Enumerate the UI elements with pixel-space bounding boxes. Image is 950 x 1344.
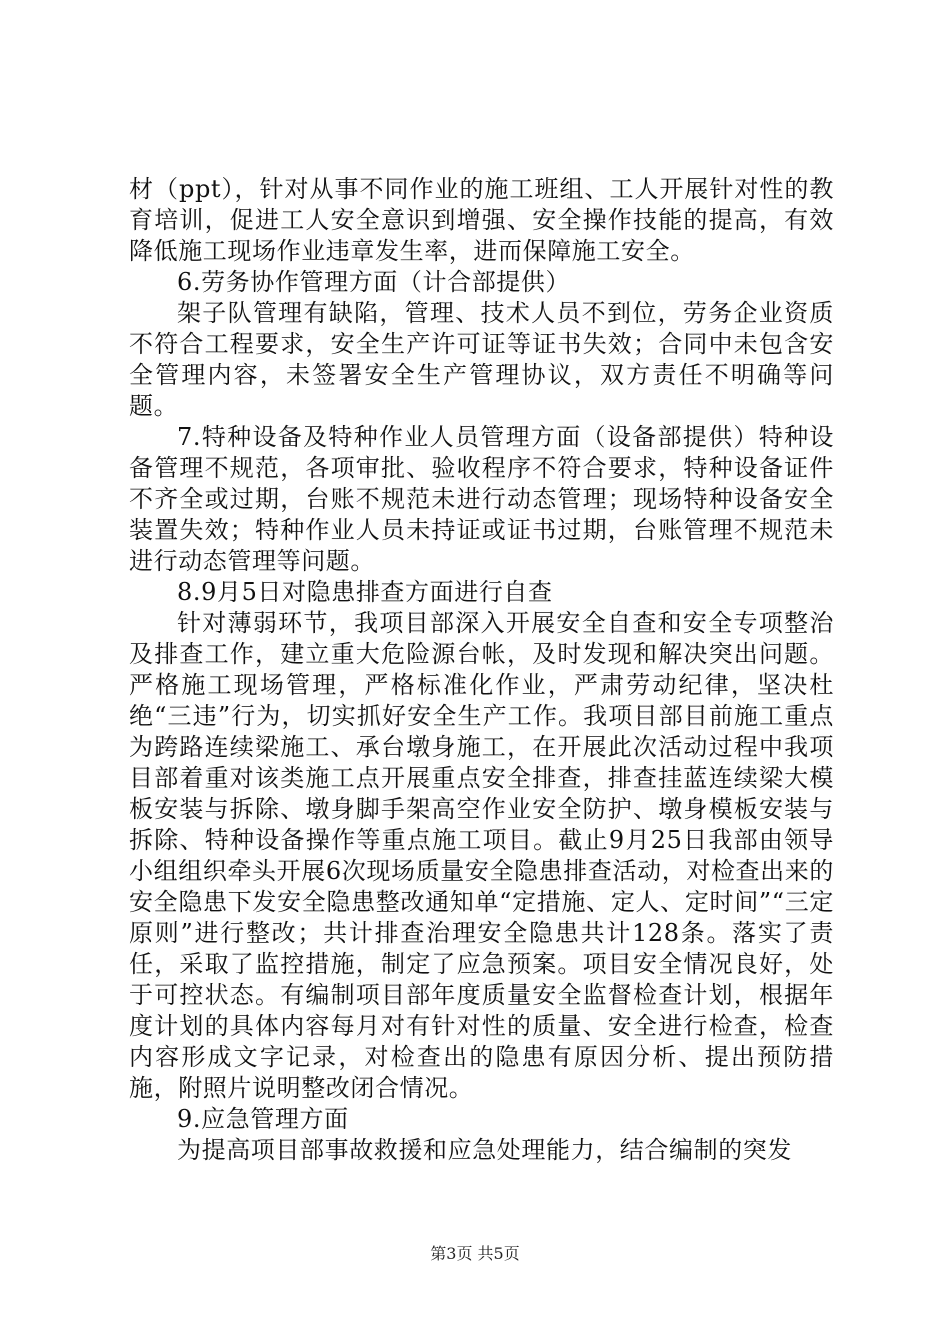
page-number-footer: 第3页 共5页 (430, 1244, 520, 1263)
document-body (129, 174, 834, 1166)
paragraph-hazard-inspection: 针对薄弱环节，我项目部深入开展安全自查和安全专项整治及排查工作，建立重大危险源台帐，及时发现和解决突出问题。严格施工现场管理，严格标准化作业，严肃劳动纪律，坚决杜绝“三违”行为，切实抓好安全生产工作。我项目部目前施工重点为跨路连续梁施工、承台墩身施工，在开展此次活动过程中我项目部着重对该类施工点开展重点安全排查，排查挂蓝连续梁大模板安装与拆除、墩身脚手架高空作业安全防护、墩身模板安装与拆除、特种设备操作等重点施工项目。截止9月25日我部由领导小组组织牵头开展6次现场质量安全隐患排查活动，对检查出来的安全隐患下发安全隐患整改通知单“定措施、定人、定时间”“三定原则”进行整改；共计排查治理安全隐患共计128条。落实了责任，采取了监控措施，制定了应急预案。项目安全情况良好，处于可控状态。有编制项目部年度质量安全监督检查计划，根据年度计划的具体内容每月对有针对性的质量、安全进行检查，检查内容形成文字记录，对检查出的隐患有原因分析、提出预防措施，附照片说明整改闭合情况。 (129, 609, 834, 1102)
paragraph-special-equipment: 7.特种设备及特种作业人员管理方面（设备部提供）特种设备管理不规范，各项审批、验收程序不符合要求，特种设备证件不齐全或过期，台账不规范未进行动态管理；现场特种设备安全装置失效；特种作业人员未持证或证书过期，台账管理不规范未进行动态管理等问题。 (129, 423, 834, 575)
heading-hazard-inspection: 8.9月5日对隐患排查方面进行自查 (177, 578, 553, 606)
heading-labor-cooperation: 6.劳务协作管理方面（计合部提供） (177, 268, 571, 296)
heading-emergency-management: 9.应急管理方面 (177, 1105, 349, 1133)
paragraph-training-continuation: 材（ppt），针对从事不同作业的施工班组、工人开展针对性的教育培训，促进工人安全意识到增强、安全操作技能的提高，有效降低施工现场作业违章发生率，进而保障施工安全。 (129, 175, 834, 265)
paragraph-labor-issues: 架子队管理有缺陷，管理、技术人员不到位，劳务企业资质不符合工程要求，安全生产许可证等证书失效；合同中未包含安全管理内容，未签署安全生产管理协议，双方责任不明确等问题。 (129, 299, 834, 420)
paragraph-emergency-management: 为提高项目部事故救援和应急处理能力，结合编制的突发 (177, 1136, 792, 1164)
